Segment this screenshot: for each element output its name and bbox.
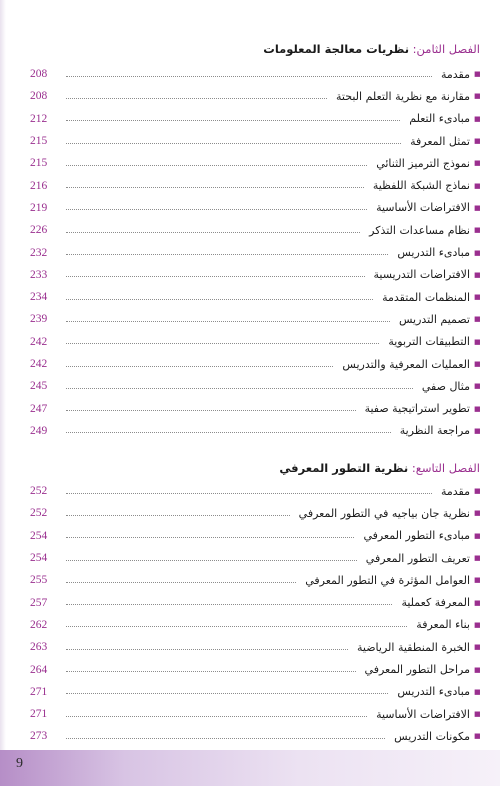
bullet-icon: ■ xyxy=(474,710,481,719)
entry-page-number: 271 xyxy=(30,708,48,721)
bullet-icon: ■ xyxy=(474,404,481,413)
entry-page-number: 271 xyxy=(30,685,48,698)
dot-leader xyxy=(66,76,432,77)
entry-title: المعرفة كعملية xyxy=(401,596,470,610)
bullet-icon: ■ xyxy=(474,509,481,518)
toc-entry[interactable] xyxy=(30,658,480,680)
entry-page-number: 208 xyxy=(30,90,48,103)
dot-leader xyxy=(66,649,348,650)
entry-page-number: 249 xyxy=(30,424,48,437)
bullet-icon: ■ xyxy=(474,114,481,123)
entry-page-number: 216 xyxy=(30,179,48,192)
dot-leader xyxy=(66,432,391,433)
toc-entry[interactable] xyxy=(30,108,480,130)
dot-leader xyxy=(66,388,413,389)
toc-entry[interactable] xyxy=(30,219,480,241)
toc-entry[interactable] xyxy=(30,308,480,330)
dot-leader xyxy=(66,693,388,694)
dot-leader xyxy=(66,493,432,494)
entry-page-number: 263 xyxy=(30,641,48,654)
toc-entry[interactable] xyxy=(30,480,480,502)
bullet-icon: ■ xyxy=(474,226,481,235)
entry-title: بناء المعرفة xyxy=(416,618,470,632)
chapter-label: الفصل التاسع: xyxy=(408,461,480,475)
bullet-icon: ■ xyxy=(474,248,481,257)
entry-page-number: 257 xyxy=(30,596,48,609)
entry-title: نظام مساعدات التذكر xyxy=(369,223,470,237)
toc-entry[interactable] xyxy=(30,130,480,152)
entry-page-number: 233 xyxy=(30,268,48,281)
page-edge xyxy=(0,0,6,786)
dot-leader xyxy=(66,254,388,255)
bullet-icon: ■ xyxy=(474,270,481,279)
entry-title: الافتراضات الأساسية xyxy=(376,201,470,215)
entry-title: الافتراضات التدريسية xyxy=(373,268,470,282)
bullet-icon: ■ xyxy=(474,531,481,540)
dot-leader xyxy=(66,626,407,627)
toc-entry[interactable] xyxy=(30,353,480,375)
bullet-icon: ■ xyxy=(474,732,481,741)
dot-leader xyxy=(66,515,290,516)
chapter-heading xyxy=(279,460,480,476)
entry-page-number: 254 xyxy=(30,552,48,565)
entry-page-number: 247 xyxy=(30,402,48,415)
toc-entry[interactable] xyxy=(30,681,480,703)
entry-title: تطوير استراتيجية صفية xyxy=(364,402,470,416)
entry-title: مبادىء التعلم xyxy=(409,112,470,126)
entry-page-number: 232 xyxy=(30,246,48,259)
dot-leader xyxy=(66,209,367,210)
dot-leader xyxy=(66,143,401,144)
entry-title: نموذج الترميز الثنائي xyxy=(376,156,470,170)
toc-entry[interactable] xyxy=(30,420,480,442)
dot-leader xyxy=(66,366,333,367)
dot-leader xyxy=(66,165,367,166)
bullet-icon: ■ xyxy=(474,426,481,435)
toc-entry[interactable] xyxy=(30,331,480,353)
entry-title: مراحل التطور المعرفي xyxy=(364,663,470,677)
entry-page-number: 252 xyxy=(30,507,48,520)
entry-title: العمليات المعرفية والتدريس xyxy=(342,357,470,371)
bullet-icon: ■ xyxy=(474,576,481,585)
toc-entry[interactable] xyxy=(30,85,480,107)
entry-title: تصميم التدريس xyxy=(399,312,470,326)
toc-entry[interactable] xyxy=(30,197,480,219)
chapter-label: الفصل الثامن: xyxy=(409,42,480,56)
toc-entry[interactable] xyxy=(30,569,480,591)
bullet-icon: ■ xyxy=(474,360,481,369)
bullet-icon: ■ xyxy=(474,487,481,496)
entry-page-number: 273 xyxy=(30,730,48,743)
entry-page-number: 226 xyxy=(30,224,48,237)
dot-leader xyxy=(66,120,400,121)
toc-entry[interactable] xyxy=(30,241,480,263)
entry-title: نظرية جان بياجيه في التطور المعرفي xyxy=(298,506,470,520)
entry-title: مراجعة النظرية xyxy=(399,424,470,438)
entry-title: مكونات التدريس xyxy=(394,729,470,743)
toc-entry[interactable] xyxy=(30,152,480,174)
entry-title: تمثل المعرفة xyxy=(410,134,470,148)
toc-entry[interactable] xyxy=(30,502,480,524)
entry-page-number: 245 xyxy=(30,380,48,393)
entry-title: الخبرة المنطقية الرياضية xyxy=(357,640,470,654)
toc-entry[interactable] xyxy=(30,703,480,725)
bullet-icon: ■ xyxy=(474,315,481,324)
dot-leader xyxy=(66,321,390,322)
entry-page-number: 208 xyxy=(30,68,48,81)
entry-page-number: 234 xyxy=(30,291,48,304)
toc-entry[interactable] xyxy=(30,398,480,420)
entry-page-number: 255 xyxy=(30,574,48,587)
entry-title: العوامل المؤثرة في التطور المعرفي xyxy=(305,573,470,587)
toc-entry[interactable] xyxy=(30,614,480,636)
dot-leader xyxy=(66,671,356,672)
entry-page-number: 215 xyxy=(30,157,48,170)
dot-leader xyxy=(66,560,357,561)
entry-title: مقارنة مع نظرية التعلم البحتة xyxy=(336,89,470,103)
toc-entry[interactable] xyxy=(30,63,480,85)
entry-title: نماذج الشبكة اللفظية xyxy=(372,179,470,193)
entry-title: مبادىء التدريس xyxy=(397,246,470,260)
bullet-icon: ■ xyxy=(474,181,481,190)
bullet-icon: ■ xyxy=(474,159,481,168)
toc-entry[interactable] xyxy=(30,175,480,197)
entry-page-number: 254 xyxy=(30,529,48,542)
entry-page-number: 239 xyxy=(30,313,48,326)
entry-title: مبادىء التدريس xyxy=(397,685,470,699)
dot-leader xyxy=(66,299,373,300)
toc-entry[interactable] xyxy=(30,264,480,286)
bullet-icon: ■ xyxy=(474,643,481,652)
entry-page-number: 219 xyxy=(30,201,48,214)
bullet-icon: ■ xyxy=(474,665,481,674)
dot-leader xyxy=(66,187,364,188)
toc-entry[interactable] xyxy=(30,525,480,547)
dot-leader xyxy=(66,604,392,605)
dot-leader xyxy=(66,98,327,99)
toc-entry[interactable] xyxy=(30,286,480,308)
entry-page-number: 262 xyxy=(30,618,48,631)
dot-leader xyxy=(66,716,367,717)
entry-title: الافتراضات الأساسية xyxy=(376,707,470,721)
entry-page-number: 215 xyxy=(30,135,48,148)
bullet-icon: ■ xyxy=(474,92,481,101)
entry-page-number: 242 xyxy=(30,335,48,348)
toc-entry[interactable] xyxy=(30,592,480,614)
entry-title: تعريف التطور المعرفي xyxy=(365,551,470,565)
entry-title: مبادىء التطور المعرفي xyxy=(363,529,470,543)
entry-title: مقدمة xyxy=(440,67,470,81)
dot-leader xyxy=(66,232,360,233)
toc-entry[interactable] xyxy=(30,547,480,569)
entry-page-number: 264 xyxy=(30,663,48,676)
bullet-icon: ■ xyxy=(474,554,481,563)
bullet-icon: ■ xyxy=(474,687,481,696)
chapter-title: نظرية التطور المعرفي xyxy=(279,461,409,475)
entry-title: التطبيقات التربوية xyxy=(388,335,470,349)
dot-leader xyxy=(66,537,354,538)
bullet-icon: ■ xyxy=(474,70,481,79)
bullet-icon: ■ xyxy=(474,382,481,391)
page-number: 9 xyxy=(16,756,23,771)
bullet-icon: ■ xyxy=(474,598,481,607)
entry-title: المنظمات المتقدمة xyxy=(382,290,470,304)
footer-band xyxy=(0,750,500,786)
chapter-title: نظريات معالجة المعلومات xyxy=(263,42,410,56)
entry-page-number: 252 xyxy=(30,485,48,498)
bullet-icon: ■ xyxy=(474,337,481,346)
bullet-icon: ■ xyxy=(474,137,481,146)
dot-leader xyxy=(66,343,379,344)
entry-page-number: 212 xyxy=(30,112,48,125)
dot-leader xyxy=(66,276,365,277)
toc-entry[interactable] xyxy=(30,725,480,747)
dot-leader xyxy=(66,410,356,411)
entry-page-number: 242 xyxy=(30,358,48,371)
bullet-icon: ■ xyxy=(474,203,481,212)
dot-leader xyxy=(66,738,385,739)
bullet-icon: ■ xyxy=(474,293,481,302)
entry-title: مقدمة xyxy=(440,484,470,498)
toc-entry[interactable] xyxy=(30,636,480,658)
chapter-heading xyxy=(263,41,480,57)
entry-title: مثال صفي xyxy=(421,379,470,393)
toc-entry[interactable] xyxy=(30,375,480,397)
dot-leader xyxy=(66,582,296,583)
bullet-icon: ■ xyxy=(474,620,481,629)
